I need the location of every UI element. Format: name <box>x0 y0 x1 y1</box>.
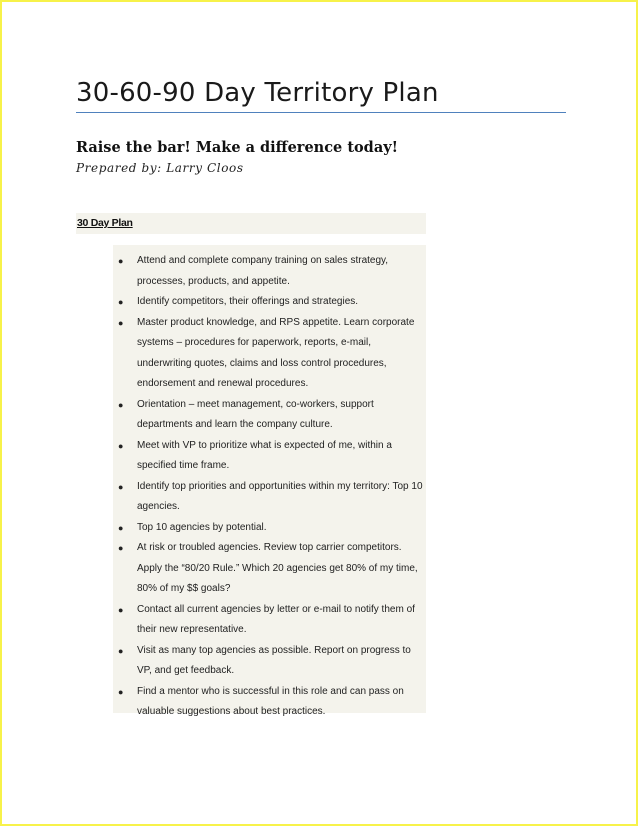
bullet-icon: ● <box>118 522 124 533</box>
bullet-icon: ● <box>118 440 124 451</box>
title-divider <box>76 112 566 113</box>
plan-items-panel <box>113 245 426 717</box>
list-item-text: Attend and complete company training on sales strategy, processes, products, and appetite. <box>137 255 389 287</box>
bullet-icon: ● <box>118 604 124 615</box>
list-item-text: Orientation – meet management, co-workers, support departments and learn the company culture. <box>137 398 374 430</box>
list-item-text: Contact all current agencies by letter or e-mail to notify them of their new representative. <box>137 603 415 635</box>
bullet-icon: ● <box>118 297 124 307</box>
list-item <box>113 436 426 477</box>
list-item-text: Top 10 agencies by potential. <box>137 521 267 533</box>
list-item-text: At risk or troubled agencies. Review top carrier competitors. Apply the “80/20 Rule.” Which 20 agencies get 80% of my time, 80% of my $$ goals? <box>137 542 418 594</box>
list-item-text: Find a mentor who is successful in this role and can pass on valuable suggestions about best practices. <box>137 685 404 717</box>
section-heading-30-day: 30 Day Plan <box>77 217 133 229</box>
bullet-icon: ● <box>118 543 124 553</box>
list-item-text: Identify competitors, their offerings and strategies. <box>137 296 359 307</box>
list-item <box>113 538 426 600</box>
document-subtitle: Raise the bar! Make a difference today! <box>76 139 399 156</box>
bullet-icon: ● <box>118 686 124 697</box>
document-title: 30-60-90 Day Territory Plan <box>76 78 439 108</box>
section-heading-panel <box>76 213 426 234</box>
list-item <box>113 600 426 641</box>
list-item <box>113 477 426 518</box>
list-item <box>113 292 426 313</box>
list-item <box>113 313 426 395</box>
list-item <box>113 395 426 436</box>
bullet-icon: ● <box>118 399 124 410</box>
list-item <box>113 641 426 682</box>
plan-item-list <box>113 245 426 723</box>
list-item-text: Identify top priorities and opportunities within my territory: Top 10 agencies. <box>137 480 423 512</box>
list-item <box>113 251 426 292</box>
list-item-text: Master product knowledge, and RPS appetite. Learn corporate systems – procedures for paperwork, reports, e-mail, underwriting quotes, claims and loss control procedures, endorsement and renewal procedures. <box>137 316 415 389</box>
list-item-text: Meet with VP to prioritize what is expected of me, within a specified time frame. <box>137 439 392 471</box>
bullet-icon: ● <box>118 481 124 492</box>
bullet-icon: ● <box>118 317 124 328</box>
bullet-icon: ● <box>118 645 124 656</box>
prepared-by: Prepared by: Larry Cloos <box>76 161 244 175</box>
bullet-icon: ● <box>118 256 124 266</box>
list-item <box>113 682 426 723</box>
list-item <box>113 518 426 539</box>
list-item-text: Visit as many top agencies as possible. Report on progress to VP, and get feedback. <box>137 644 411 676</box>
